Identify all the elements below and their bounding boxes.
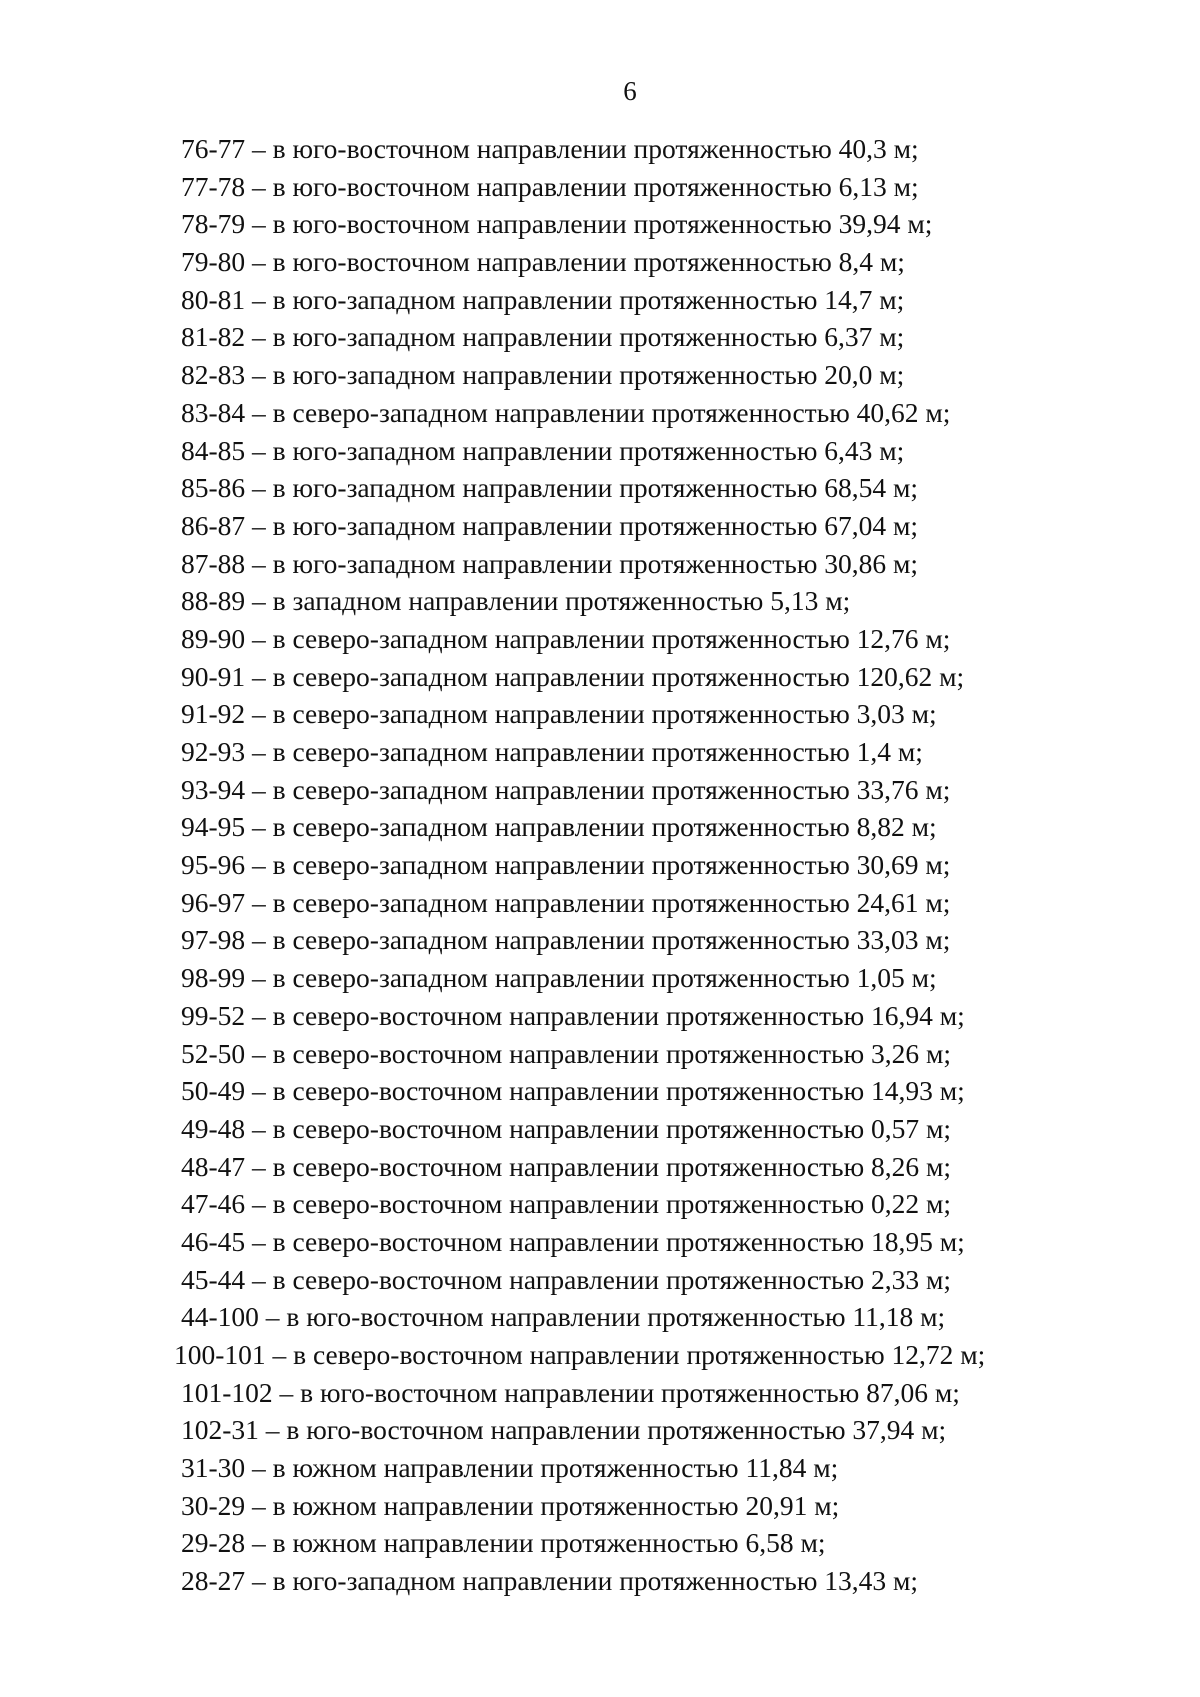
boundary-segment-line: 47-46 – в северо-восточном направлении протяженностью 0,22 м; <box>181 1188 952 1220</box>
boundary-segment-line: 97-98 – в северо-западном направлении протяженностью 33,03 м; <box>181 924 951 956</box>
boundary-segment-line: 85-86 – в юго-западном направлении протяженностью 68,54 м; <box>181 472 919 504</box>
boundary-segment-list <box>0 130 1200 1600</box>
boundary-segment-line: 78-79 – в юго-восточном направлении протяженностью 39,94 м; <box>181 208 933 240</box>
boundary-segment-line: 30-29 – в южном направлении протяженностью 20,91 м; <box>181 1489 840 1521</box>
boundary-segment-line: 50-49 – в северо-восточном направлении протяженностью 14,93 м; <box>181 1075 965 1107</box>
boundary-segment-line: 45-44 – в северо-восточном направлении протяженностью 2,33 м; <box>181 1263 952 1295</box>
boundary-segment-line: 81-82 – в юго-западном направлении протяженностью 6,37 м; <box>181 321 905 353</box>
boundary-segment-line: 92-93 – в северо-западном направлении протяженностью 1,4 м; <box>181 736 923 767</box>
boundary-segment-line: 79-80 – в юго-восточном направлении протяженностью 8,4 м; <box>181 246 905 278</box>
boundary-segment-line: 46-45 – в северо-восточном направлении протяженностью 18,95 м; <box>181 1225 965 1257</box>
boundary-segment-line: 102-31 – в юго-восточном направлении протяженностью 37,94 м; <box>181 1414 947 1446</box>
boundary-segment-line: 93-94 – в северо-западном направлении протяженностью 33,76 м; <box>181 773 951 805</box>
boundary-segment-line: 31-30 – в южном направлении протяженностью 11,84 м; <box>181 1452 839 1484</box>
page-number: 6 <box>623 76 637 106</box>
boundary-segment-line: 91-92 – в северо-западном направлении протяженностью 3,03 м; <box>181 698 937 730</box>
boundary-segment-line: 52-50 – в северо-восточном направлении протяженностью 3,26 м; <box>181 1037 952 1069</box>
boundary-segment-line: 82-83 – в юго-западном направлении протяженностью 20,0 м; <box>181 359 905 391</box>
boundary-segment-line: 48-47 – в северо-восточном направлении протяженностью 8,26 м; <box>181 1150 952 1182</box>
boundary-segment-line: 89-90 – в северо-западном направлении протяженностью 12,76 м; <box>181 622 951 654</box>
boundary-segment-line: 100-101 – в северо-восточном направлении протяженностью 12,72 м; <box>174 1339 986 1370</box>
boundary-segment-line: 94-95 – в северо-западном направлении протяженностью 8,82 м; <box>181 811 937 843</box>
boundary-segment-line: 90-91 – в северо-западном направлении протяженностью 120,62 м; <box>181 660 965 692</box>
boundary-segment-line: 49-48 – в северо-восточном направлении протяженностью 0,57 м; <box>181 1112 952 1144</box>
boundary-segment-line: 101-102 – в юго-восточном направлении протяженностью 87,06 м; <box>181 1376 960 1408</box>
boundary-segment-line: 88-89 – в западном направлении протяженностью 5,13 м; <box>181 585 851 617</box>
boundary-segment-line: 77-78 – в юго-восточном направлении протяженностью 6,13 м; <box>181 170 919 202</box>
boundary-segment-line: 44-100 – в юго-восточном направлении протяженностью 11,18 м; <box>181 1301 946 1333</box>
boundary-segment-line: 84-85 – в юго-западном направлении протяженностью 6,43 м; <box>181 434 905 466</box>
boundary-segment-line: 98-99 – в северо-западном направлении протяженностью 1,05 м; <box>181 962 937 994</box>
boundary-segment-line: 83-84 – в северо-западном направлении протяженностью 40,62 м; <box>181 396 951 428</box>
boundary-segment-line: 76-77 – в юго-восточном направлении протяженностью 40,3 м; <box>181 133 919 164</box>
boundary-segment-line: 95-96 – в северо-западном направлении протяженностью 30,69 м; <box>181 849 951 881</box>
boundary-segment-line: 99-52 – в северо-восточном направлении протяженностью 16,94 м; <box>181 999 965 1031</box>
boundary-segment-line: 80-81 – в юго-западном направлении протяженностью 14,7 м; <box>181 283 905 315</box>
boundary-segment-line: 28-27 – в юго-западном направлении протяженностью 13,43 м; <box>181 1565 919 1597</box>
boundary-segment-line: 87-88 – в юго-западном направлении протяженностью 30,86 м; <box>181 547 919 579</box>
boundary-segment-line: 96-97 – в северо-западном направлении протяженностью 24,61 м; <box>181 886 951 918</box>
boundary-segment-line: 86-87 – в юго-западном направлении протяженностью 67,04 м; <box>181 509 919 541</box>
boundary-segment-line: 29-28 – в южном направлении протяженностью 6,58 м; <box>181 1527 826 1559</box>
